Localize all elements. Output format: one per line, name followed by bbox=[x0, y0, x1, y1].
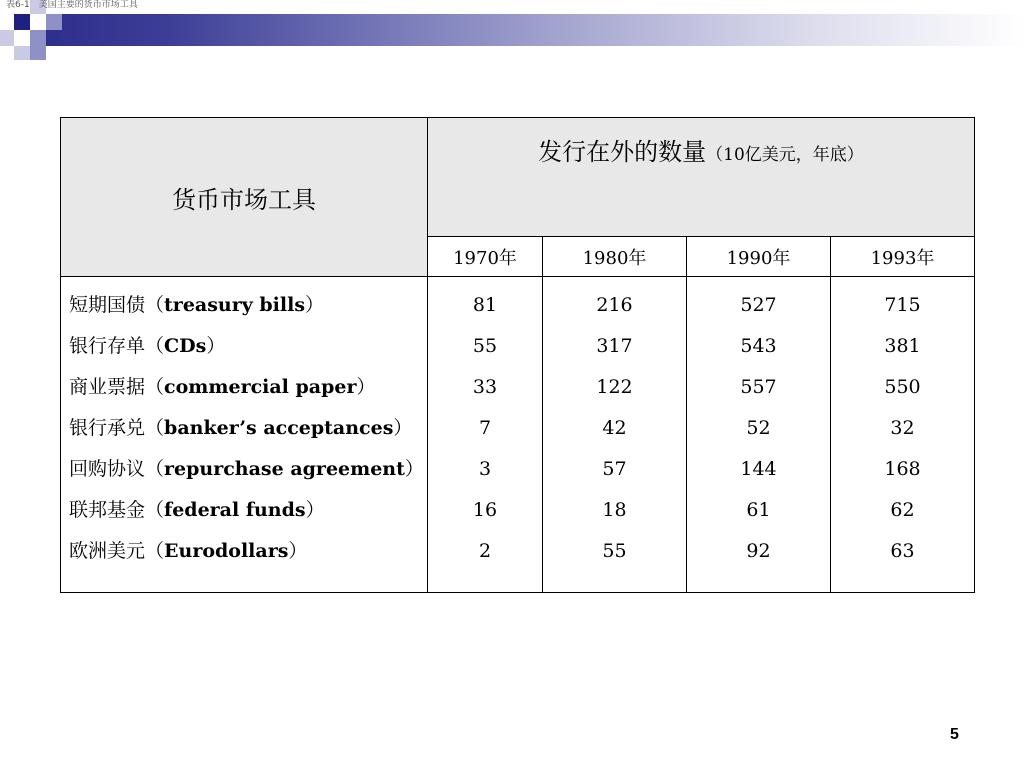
instrument-name-en: commercial paper bbox=[164, 376, 357, 398]
instrument-column-header bbox=[61, 118, 428, 277]
amount-header-main: 发行在外的数量 bbox=[538, 138, 707, 166]
value-cell: 122 bbox=[596, 376, 633, 398]
instrument-names-cell bbox=[61, 277, 428, 593]
instrument-row: 短期国债（treasury bills） bbox=[69, 294, 325, 316]
value-cell: 317 bbox=[596, 335, 633, 357]
value-cell: 216 bbox=[596, 294, 633, 316]
year-header: 1990年 bbox=[687, 237, 831, 277]
value-cell: 381 bbox=[884, 335, 921, 357]
instrument-name-en: repurchase agreement bbox=[164, 458, 405, 480]
value-cell: 2 bbox=[478, 540, 492, 562]
money-market-table bbox=[60, 117, 975, 593]
instrument-name-en: Eurodollars bbox=[164, 540, 289, 562]
values-1970-cell bbox=[428, 277, 543, 593]
value-cell: 55 bbox=[472, 335, 498, 357]
decor-square bbox=[14, 14, 30, 30]
instrument-name-en: banker’s acceptances bbox=[164, 417, 394, 439]
decor-square bbox=[0, 30, 14, 46]
value-cell: 557 bbox=[740, 376, 777, 398]
instrument-row: 回购协议（repurchase agreement） bbox=[69, 458, 424, 480]
value-cell: 3 bbox=[478, 458, 492, 480]
amount-column-header bbox=[428, 118, 975, 237]
instrument-name-en: treasury bills bbox=[164, 294, 306, 316]
value-cell: 550 bbox=[884, 376, 921, 398]
instrument-name-cn: 联邦基金 bbox=[69, 499, 146, 521]
value-cell: 61 bbox=[746, 499, 771, 521]
instrument-name-cn: 银行承兑 bbox=[69, 417, 146, 439]
value-cell: 543 bbox=[740, 335, 777, 357]
instrument-name-cn: 欧洲美元 bbox=[69, 540, 146, 562]
year-header: 1993年 bbox=[831, 237, 975, 277]
value-cell: 92 bbox=[746, 540, 771, 562]
decor-square bbox=[30, 30, 46, 46]
instrument-row: 银行存单（CDs） bbox=[69, 335, 226, 357]
amount-header-sub: （10亿美元，年底） bbox=[706, 145, 864, 165]
value-cell: 81 bbox=[472, 294, 498, 316]
value-cell: 63 bbox=[890, 540, 915, 562]
header-gradient-bar bbox=[46, 14, 1024, 46]
slide-title: 表6-1 美国主要的货币市场工具 bbox=[6, 0, 138, 10]
instrument-name-cn: 短期国债 bbox=[69, 294, 146, 316]
instrument-header-label: 货币市场工具 bbox=[172, 185, 316, 214]
values-1990-cell bbox=[687, 277, 831, 593]
value-cell: 7 bbox=[478, 417, 492, 439]
instrument-row: 银行承兑（banker’s acceptances） bbox=[69, 417, 413, 439]
value-cell: 715 bbox=[884, 294, 921, 316]
value-cell: 52 bbox=[746, 417, 771, 439]
value-cell: 18 bbox=[602, 499, 627, 521]
instrument-row: 商业票据（commercial paper） bbox=[69, 376, 376, 398]
value-cell: 55 bbox=[602, 540, 627, 562]
instrument-name-cn: 银行存单 bbox=[69, 335, 146, 357]
instrument-row: 欧洲美元（Eurodollars） bbox=[69, 540, 308, 562]
value-cell: 527 bbox=[740, 294, 777, 316]
value-cell: 16 bbox=[472, 499, 498, 521]
instrument-name-en: CDs bbox=[164, 335, 207, 357]
decor-square bbox=[14, 46, 30, 60]
instrument-name-cn: 商业票据 bbox=[69, 376, 146, 398]
values-1993-cell bbox=[831, 277, 975, 593]
value-cell: 62 bbox=[890, 499, 915, 521]
value-cell: 42 bbox=[602, 417, 627, 439]
value-cell: 32 bbox=[890, 417, 915, 439]
value-cell: 144 bbox=[740, 458, 777, 480]
values-1980-cell bbox=[543, 277, 687, 593]
decor-square bbox=[46, 14, 62, 30]
instrument-name-en: federal funds bbox=[164, 499, 306, 521]
value-cell: 168 bbox=[884, 458, 921, 480]
value-cell: 57 bbox=[602, 458, 627, 480]
value-cell: 33 bbox=[472, 376, 498, 398]
year-header: 1970年 bbox=[428, 237, 543, 277]
instrument-row: 联邦基金（federal funds） bbox=[69, 499, 325, 521]
decor-square bbox=[30, 46, 46, 60]
instrument-name-cn: 回购协议 bbox=[69, 458, 146, 480]
header-band bbox=[0, 0, 1024, 62]
page-number: 5 bbox=[950, 726, 959, 743]
year-header: 1980年 bbox=[543, 237, 687, 277]
